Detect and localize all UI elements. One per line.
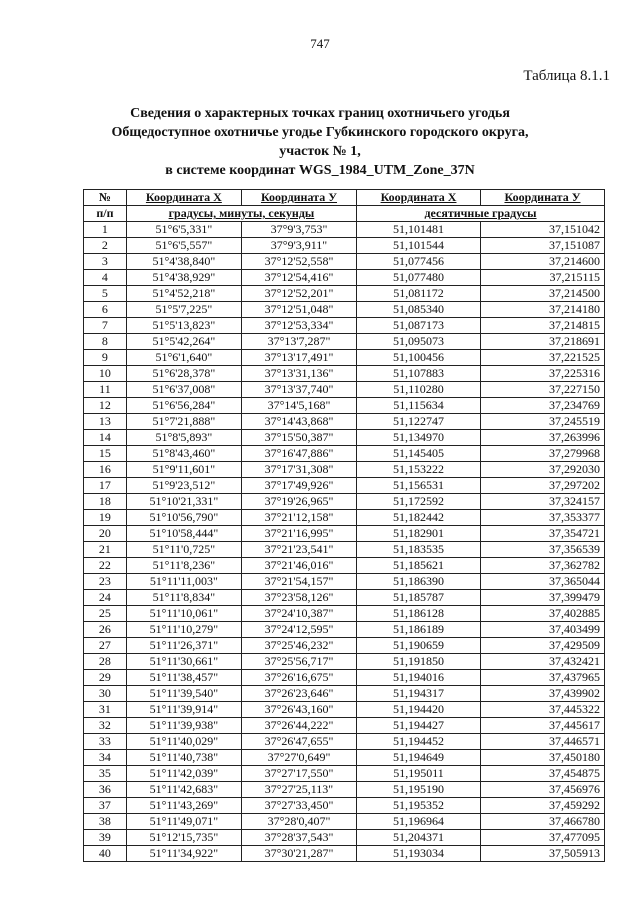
table-row [84,766,605,782]
col-header-num: № [84,190,127,206]
cell-y-dms: 37°14'43,868" [241,414,356,430]
heading-line-4: в системе координат WGS_1984_UTM_Zone_37N [165,163,475,178]
row-number: 23 [84,574,127,590]
cell-x-dec: 51,110280 [357,382,481,398]
table-row [84,686,605,702]
cell-x-dms: 51°11'8,834" [126,590,241,606]
cell-x-dms: 51°8'5,893" [126,430,241,446]
cell-x-dec: 51,194016 [357,670,481,686]
cell-x-dec: 51,194452 [357,734,481,750]
cell-y-dec: 37,279968 [481,446,605,462]
cell-x-dms: 51°11'42,039" [126,766,241,782]
row-number: 12 [84,398,127,414]
cell-x-dec: 51,077480 [357,270,481,286]
cell-x-dms: 51°11'39,914" [126,702,241,718]
table-row [84,462,605,478]
cell-y-dms: 37°12'54,416" [241,270,356,286]
cell-x-dms: 51°10'56,790" [126,510,241,526]
table-row [84,846,605,862]
row-number: 3 [84,254,127,270]
cell-x-dms: 51°11'34,922" [126,846,241,862]
row-number: 4 [84,270,127,286]
cell-y-dec: 37,477095 [481,830,605,846]
cell-x-dec: 51,095073 [357,334,481,350]
cell-x-dms: 51°4'38,840" [126,254,241,270]
cell-x-dms: 51°11'42,683" [126,782,241,798]
cell-x-dec: 51,107883 [357,366,481,382]
row-number: 38 [84,814,127,830]
cell-x-dec: 51,194420 [357,702,481,718]
row-number: 6 [84,302,127,318]
cell-x-dms: 51°11'39,540" [126,686,241,702]
row-number: 1 [84,222,127,238]
table-row [84,830,605,846]
cell-x-dms: 51°5'42,264" [126,334,241,350]
cell-y-dms: 37°26'43,160" [241,702,356,718]
cell-x-dec: 51,100456 [357,350,481,366]
cell-y-dms: 37°17'49,926" [241,478,356,494]
cell-x-dec: 51,186189 [357,622,481,638]
col-header-x-dec: Координата X [357,190,481,206]
table-row [84,750,605,766]
cell-y-dec: 37,214815 [481,318,605,334]
table-row [84,638,605,654]
heading-line-1: Сведения о характерных точках границ охотничьего угодья [130,106,510,121]
heading-line-2: Общедоступное охотничье угодье Губкинского городского округа, [111,125,529,140]
table-row [84,446,605,462]
cell-x-dms: 51°11'11,003" [126,574,241,590]
cell-x-dec: 51,153222 [357,462,481,478]
row-number: 9 [84,350,127,366]
row-number: 18 [84,494,127,510]
cell-y-dec: 37,214180 [481,302,605,318]
cell-y-dms: 37°13'31,136" [241,366,356,382]
cell-y-dec: 37,445322 [481,702,605,718]
cell-x-dms: 51°11'10,279" [126,622,241,638]
table-row [84,414,605,430]
cell-x-dec: 51,196964 [357,814,481,830]
row-number: 36 [84,782,127,798]
heading-line-3: участок № 1, [279,144,361,159]
table-row [84,302,605,318]
cell-y-dec: 37,234769 [481,398,605,414]
row-number: 16 [84,462,127,478]
table-row [84,574,605,590]
table-row [84,494,605,510]
cell-y-dec: 37,214600 [481,254,605,270]
table-row [84,654,605,670]
cell-y-dms: 37°12'52,201" [241,286,356,302]
cell-y-dec: 37,245519 [481,414,605,430]
row-number: 5 [84,286,127,302]
cell-x-dec: 51,183535 [357,542,481,558]
cell-y-dms: 37°16'47,886" [241,446,356,462]
cell-x-dms: 51°11'43,269" [126,798,241,814]
table-row [84,622,605,638]
cell-y-dms: 37°27'17,550" [241,766,356,782]
cell-x-dms: 51°11'10,061" [126,606,241,622]
cell-x-dec: 51,185621 [357,558,481,574]
cell-y-dms: 37°26'44,222" [241,718,356,734]
table-row [84,222,605,238]
cell-y-dms: 37°24'12,595" [241,622,356,638]
cell-y-dec: 37,324157 [481,494,605,510]
row-number: 26 [84,622,127,638]
table-row [84,350,605,366]
cell-x-dms: 51°5'7,225" [126,302,241,318]
row-number: 28 [84,654,127,670]
cell-y-dec: 37,365044 [481,574,605,590]
cell-y-dec: 37,353377 [481,510,605,526]
document-heading [60,104,580,180]
row-number: 40 [84,846,127,862]
cell-y-dec: 37,362782 [481,558,605,574]
cell-x-dec: 51,122747 [357,414,481,430]
cell-y-dec: 37,356539 [481,542,605,558]
cell-x-dec: 51,195352 [357,798,481,814]
table-row [84,606,605,622]
table-label: Таблица 8.1.1 [523,68,610,84]
table-row [84,254,605,270]
cell-x-dec: 51,182442 [357,510,481,526]
table-row [84,366,605,382]
cell-y-dms: 37°26'16,675" [241,670,356,686]
cell-y-dms: 37°9'3,911" [241,238,356,254]
cell-x-dms: 51°6'56,284" [126,398,241,414]
table-row [84,718,605,734]
cell-y-dec: 37,214500 [481,286,605,302]
col-header-pp: п/п [84,206,127,222]
col-header-y-dec: Координата У [481,190,605,206]
cell-y-dms: 37°24'10,387" [241,606,356,622]
cell-y-dms: 37°30'21,287" [241,846,356,862]
cell-x-dec: 51,195190 [357,782,481,798]
cell-y-dec: 37,292030 [481,462,605,478]
row-number: 34 [84,750,127,766]
cell-x-dms: 51°6'37,008" [126,382,241,398]
row-number: 19 [84,510,127,526]
cell-y-dec: 37,227150 [481,382,605,398]
cell-x-dec: 51,172592 [357,494,481,510]
cell-x-dec: 51,190659 [357,638,481,654]
row-number: 2 [84,238,127,254]
cell-y-dec: 37,437965 [481,670,605,686]
cell-x-dms: 51°11'49,071" [126,814,241,830]
table-row [84,270,605,286]
cell-x-dec: 51,087173 [357,318,481,334]
cell-x-dec: 51,194427 [357,718,481,734]
row-number: 32 [84,718,127,734]
cell-y-dms: 37°27'33,450" [241,798,356,814]
row-number: 21 [84,542,127,558]
row-number: 27 [84,638,127,654]
row-number: 7 [84,318,127,334]
row-number: 25 [84,606,127,622]
group-header-dms: градусы, минуты, секунды [126,206,356,222]
cell-x-dec: 51,193034 [357,846,481,862]
table-row [84,814,605,830]
cell-x-dms: 51°10'58,444" [126,526,241,542]
cell-x-dec: 51,101544 [357,238,481,254]
cell-y-dms: 37°21'46,016" [241,558,356,574]
cell-x-dec: 51,186128 [357,606,481,622]
cell-x-dms: 51°4'38,929" [126,270,241,286]
cell-y-dec: 37,263996 [481,430,605,446]
cell-x-dms: 51°6'5,557" [126,238,241,254]
cell-y-dms: 37°26'23,646" [241,686,356,702]
cell-y-dms: 37°15'50,387" [241,430,356,446]
table-row [84,430,605,446]
table-row [84,798,605,814]
cell-x-dec: 51,195011 [357,766,481,782]
cell-y-dms: 37°12'51,048" [241,302,356,318]
row-number: 22 [84,558,127,574]
cell-y-dms: 37°19'26,965" [241,494,356,510]
cell-x-dec: 51,194649 [357,750,481,766]
table-body [84,222,605,862]
row-number: 31 [84,702,127,718]
cell-x-dec: 51,077456 [357,254,481,270]
cell-y-dms: 37°14'5,168" [241,398,356,414]
row-number: 37 [84,798,127,814]
cell-y-dec: 37,456976 [481,782,605,798]
cell-y-dec: 37,402885 [481,606,605,622]
cell-x-dms: 51°6'5,331" [126,222,241,238]
col-header-x-dms: Координата X [126,190,241,206]
cell-y-dec: 37,439902 [481,686,605,702]
cell-y-dec: 37,218691 [481,334,605,350]
table-row [84,558,605,574]
table-row [84,382,605,398]
cell-x-dec: 51,085340 [357,302,481,318]
row-number: 35 [84,766,127,782]
cell-x-dec: 51,081172 [357,286,481,302]
cell-y-dms: 37°12'52,558" [241,254,356,270]
cell-y-dms: 37°25'46,232" [241,638,356,654]
cell-y-dms: 37°12'53,334" [241,318,356,334]
cell-x-dms: 51°11'39,938" [126,718,241,734]
cell-y-dec: 37,403499 [481,622,605,638]
row-number: 17 [84,478,127,494]
cell-x-dms: 51°11'30,661" [126,654,241,670]
cell-y-dec: 37,151087 [481,238,605,254]
cell-y-dms: 37°13'37,740" [241,382,356,398]
cell-y-dms: 37°21'23,541" [241,542,356,558]
row-number: 20 [84,526,127,542]
cell-y-dms: 37°21'12,158" [241,510,356,526]
cell-y-dec: 37,446571 [481,734,605,750]
cell-x-dms: 51°7'21,888" [126,414,241,430]
cell-x-dec: 51,134970 [357,430,481,446]
cell-y-dec: 37,505913 [481,846,605,862]
row-number: 10 [84,366,127,382]
cell-x-dms: 51°6'1,640" [126,350,241,366]
cell-x-dec: 51,204371 [357,830,481,846]
cell-y-dec: 37,432421 [481,654,605,670]
row-number: 15 [84,446,127,462]
cell-y-dec: 37,221525 [481,350,605,366]
cell-y-dms: 37°21'54,157" [241,574,356,590]
table-row [84,526,605,542]
table-row [84,782,605,798]
cell-x-dms: 51°4'52,218" [126,286,241,302]
table-subheader-row [84,206,605,222]
cell-x-dec: 51,145405 [357,446,481,462]
cell-x-dms: 51°12'15,735" [126,830,241,846]
cell-x-dms: 51°11'38,457" [126,670,241,686]
cell-x-dms: 51°9'23,512" [126,478,241,494]
cell-y-dms: 37°26'47,655" [241,734,356,750]
col-header-y-dms: Координата У [241,190,356,206]
cell-x-dms: 51°5'13,823" [126,318,241,334]
cell-y-dms: 37°27'0,649" [241,750,356,766]
cell-x-dms: 51°11'8,236" [126,558,241,574]
cell-y-dec: 37,454875 [481,766,605,782]
table-row [84,398,605,414]
cell-x-dms: 51°11'40,738" [126,750,241,766]
row-number: 30 [84,686,127,702]
row-number: 33 [84,734,127,750]
row-number: 24 [84,590,127,606]
cell-x-dms: 51°11'0,725" [126,542,241,558]
cell-y-dec: 37,297202 [481,478,605,494]
cell-x-dms: 51°6'28,378" [126,366,241,382]
cell-y-dms: 37°25'56,717" [241,654,356,670]
row-number: 29 [84,670,127,686]
cell-y-dms: 37°28'0,407" [241,814,356,830]
cell-x-dms: 51°11'40,029" [126,734,241,750]
cell-x-dec: 51,156531 [357,478,481,494]
table-row [84,590,605,606]
table-header-row [84,190,605,206]
table-row [84,510,605,526]
row-number: 39 [84,830,127,846]
row-number: 13 [84,414,127,430]
cell-y-dms: 37°13'7,287" [241,334,356,350]
cell-y-dms: 37°28'37,543" [241,830,356,846]
cell-x-dms: 51°11'26,371" [126,638,241,654]
table-row [84,542,605,558]
cell-y-dec: 37,354721 [481,526,605,542]
cell-y-dms: 37°23'58,126" [241,590,356,606]
cell-x-dec: 51,191850 [357,654,481,670]
cell-x-dms: 51°10'21,331" [126,494,241,510]
cell-y-dec: 37,215115 [481,270,605,286]
cell-y-dec: 37,445617 [481,718,605,734]
cell-x-dms: 51°9'11,601" [126,462,241,478]
cell-x-dms: 51°8'43,460" [126,446,241,462]
cell-y-dms: 37°27'25,113" [241,782,356,798]
cell-y-dms: 37°13'17,491" [241,350,356,366]
row-number: 14 [84,430,127,446]
cell-x-dec: 51,186390 [357,574,481,590]
page-number: 747 [310,36,330,51]
cell-y-dms: 37°21'16,995" [241,526,356,542]
table-row [84,238,605,254]
table-row [84,318,605,334]
cell-x-dec: 51,101481 [357,222,481,238]
cell-y-dec: 37,450180 [481,750,605,766]
group-header-dec: десятичные градусы [357,206,605,222]
cell-y-dms: 37°17'31,308" [241,462,356,478]
cell-y-dec: 37,151042 [481,222,605,238]
cell-y-dec: 37,429509 [481,638,605,654]
cell-y-dms: 37°9'3,753" [241,222,356,238]
table-row [84,734,605,750]
table-row [84,702,605,718]
table-row [84,670,605,686]
cell-x-dec: 51,115634 [357,398,481,414]
row-number: 8 [84,334,127,350]
coordinates-table [83,189,605,862]
table-row [84,478,605,494]
cell-x-dec: 51,185787 [357,590,481,606]
cell-y-dec: 37,399479 [481,590,605,606]
cell-x-dec: 51,194317 [357,686,481,702]
cell-y-dec: 37,466780 [481,814,605,830]
row-number: 11 [84,382,127,398]
cell-y-dec: 37,225316 [481,366,605,382]
table-row [84,286,605,302]
cell-y-dec: 37,459292 [481,798,605,814]
table-row [84,334,605,350]
cell-x-dec: 51,182901 [357,526,481,542]
